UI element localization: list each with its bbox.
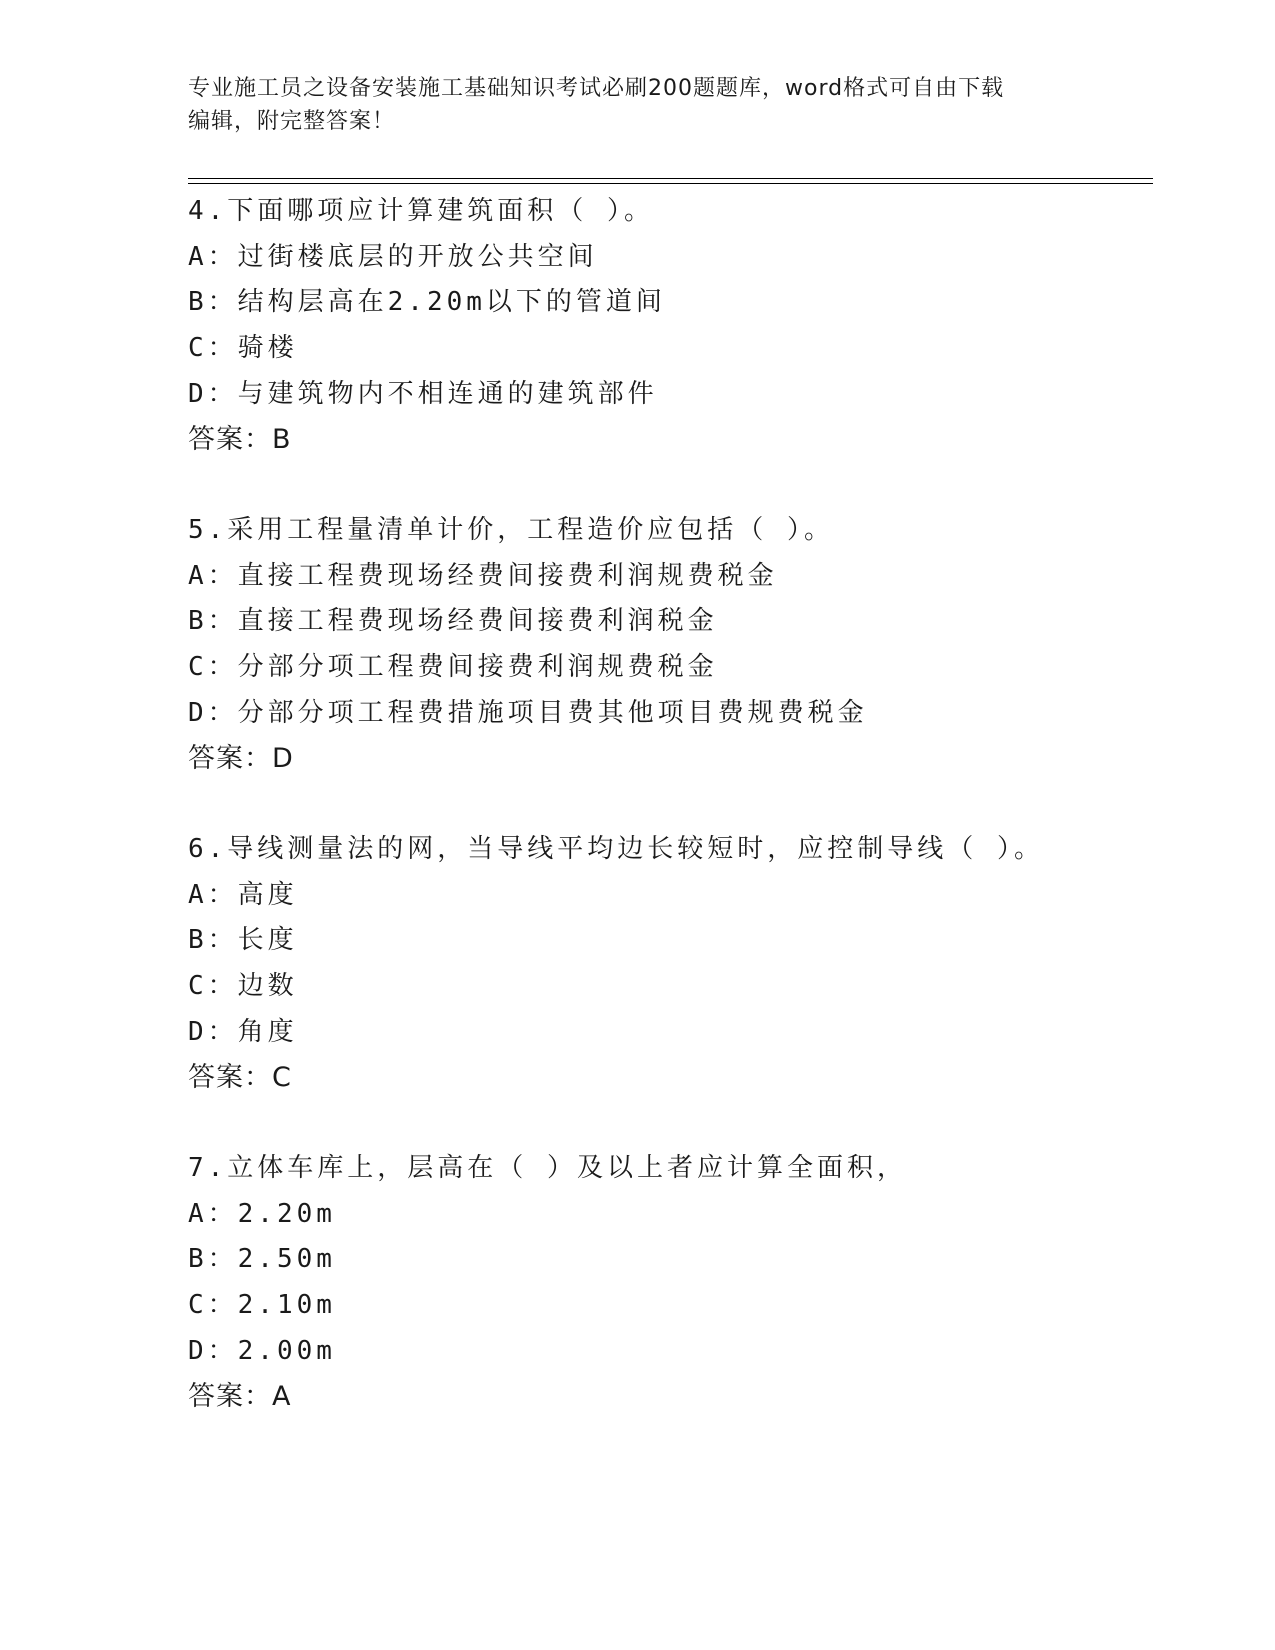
option-b: B：直接工程费现场经费间接费利润税金 [188,606,718,637]
question-5 [188,508,1148,782]
option-d: D：角度 [188,1016,298,1047]
header-divider-bottom [188,183,1153,184]
question-7 [188,1146,1148,1420]
option-b: B：长度 [188,925,298,956]
question-stem: 4.下面哪项应计算建筑面积（ ）。 [188,196,654,226]
option-d: D：与建筑物内不相连通的建筑部件 [188,378,658,409]
option-a: A：2.20m [188,1198,336,1229]
question-4 [188,189,1148,463]
option-c: C：分部分项工程费间接费利润规费税金 [188,652,718,683]
option-d: D：分部分项工程费措施项目费其他项目费规费税金 [188,697,868,728]
option-a: A：过街楼底层的开放公共空间 [188,241,598,272]
option-b: B：2.50m [188,1244,336,1275]
option-c: C：边数 [188,971,298,1002]
header-divider-top [188,178,1153,179]
option-a: A：直接工程费现场经费间接费利润规费税金 [188,560,778,591]
question-stem: 7.立体车库上，层高在（ ）及以上者应计算全面积， [188,1153,907,1183]
question-stem: 5.采用工程量清单计价，工程造价应包括（ ）。 [188,515,834,545]
answer-line: 答案：B [188,424,292,456]
header-title-line-1: 专业施工员之设备安装施工基础知识考试必刷200题题库，word格式可自由下载 [188,76,1005,101]
option-a: A：高度 [188,879,298,910]
question-6 [188,827,1148,1101]
option-b: B：结构层高在2.20m以下的管道间 [188,287,666,318]
answer-line: 答案：C [188,1062,292,1094]
question-stem: 6.导线测量法的网，当导线平均边长较短时，应控制导线（ ）。 [188,834,1044,864]
header-title-line-2: 编辑，附完整答案！ [188,109,396,134]
answer-line: 答案：D [188,743,294,775]
option-c: C：2.10m [188,1290,336,1321]
answer-line: 答案：A [188,1381,292,1413]
option-c: C：骑楼 [188,333,298,364]
option-d: D：2.00m [188,1335,336,1366]
document-header [188,72,1088,138]
